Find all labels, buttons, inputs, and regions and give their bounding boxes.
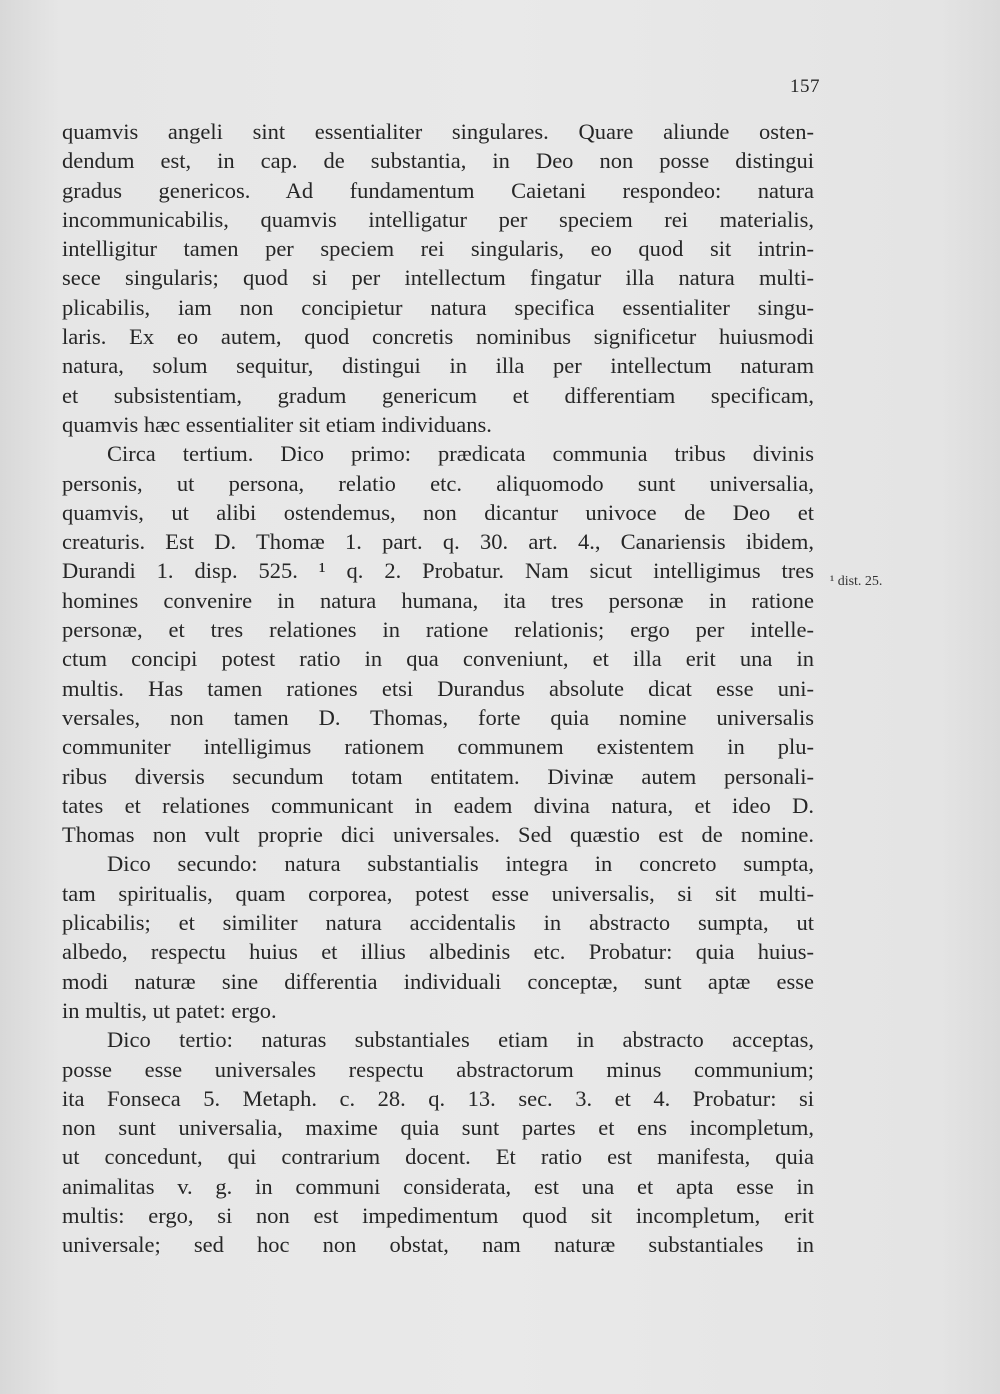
text-line: Durandi 1. disp. 525. ¹ q. 2. Probatur. Nam sicut intelligimus tres: [62, 558, 814, 584]
text-line: in multis, ut patet: ergo.: [62, 997, 277, 1023]
text-line: ita Fonseca 5. Metaph. c. 28. q. 13. sec. 3. et 4. Probatur: si: [62, 1085, 814, 1111]
text-line: natura, solum sequitur, distingui in illa per intellectum naturam: [62, 353, 814, 379]
text-line: Dico secundo: natura substantialis integra in concreto sumpta,: [107, 851, 814, 877]
body-text: [62, 117, 814, 1260]
text-line: communiter intelligimus rationem communem existentem in plu-: [62, 734, 814, 760]
text-line: tam spiritualis, quam corporea, potest esse universalis, si sit multi-: [62, 880, 814, 906]
text-line: sece singularis; quod si per intellectum fingatur illa natura multi-: [62, 265, 814, 291]
text-line: ctum concipi potest ratio in qua conveniunt, et illa erit una in: [62, 646, 814, 672]
text-line: intelligitur tamen per speciem rei singularis, eo quod sit intrin-: [62, 236, 814, 262]
text-line: personæ, et tres relationes in ratione relationis; ergo per intelle-: [62, 617, 814, 643]
page-number: 157: [790, 76, 820, 97]
text-line: incommunicabilis, quamvis intelligatur per speciem rei materialis,: [62, 206, 814, 232]
text-line: tates et relationes communicant in eadem divina natura, et ideo D.: [62, 792, 814, 818]
text-line: multis. Has tamen rationes etsi Durandus absolute dicat esse uni-: [62, 675, 814, 701]
text-line: homines convenire in natura humana, ita tres personæ in ratione: [62, 587, 814, 613]
margin-footnote: ¹ dist. 25.: [830, 574, 883, 589]
text-line: versales, non tamen D. Thomas, forte quia nomine universalis: [62, 704, 814, 730]
text-line: quamvis hæc essentialiter sit etiam individuans.: [62, 411, 492, 437]
text-line: quamvis angeli sint essentialiter singulares. Quare aliunde osten-: [62, 119, 814, 144]
text-line: multis: ergo, si non est impedimentum quod sit incompletum, erit: [62, 1202, 814, 1228]
text-line: Circa tertium. Dico primo: prædicata communia tribus divinis: [107, 441, 814, 467]
text-line: Thomas non vult proprie dici universales. Sed quæstio est de nomine.: [62, 822, 814, 848]
text-line: et subsistentiam, gradum genericum et differentiam specificam,: [62, 382, 814, 408]
text-line: plicabilis; et similiter natura accidentalis in abstracto sumpta, ut: [62, 910, 814, 936]
text-line: non sunt universalia, maxime quia sunt partes et ens incompletum,: [62, 1115, 814, 1141]
text-line: posse esse universales respectu abstractorum minus communium;: [62, 1056, 814, 1082]
text-line: albedo, respectu huius et illius albedinis etc. Probatur: quia huius-: [62, 939, 814, 965]
text-line: animalitas v. g. in communi considerata, est una et apta esse in: [62, 1173, 814, 1199]
text-line: creaturis. Est D. Thomæ 1. part. q. 30. art. 4., Canariensis ibidem,: [62, 529, 814, 555]
text-line: ribus diversis secundum totam entitatem. Divinæ autem personali-: [62, 763, 814, 789]
text-line: modi naturæ sine differentia individuali conceptæ, sunt aptæ esse: [62, 968, 814, 994]
text-line: Dico tertio: naturas substantiales etiam in abstracto acceptas,: [107, 1027, 814, 1053]
text-line: ut concedunt, qui contrarium docent. Et ratio est manifesta, quia: [62, 1144, 814, 1170]
text-line: universale; sed hoc non obstat, nam naturæ substantiales in: [62, 1232, 814, 1258]
text-line: gradus genericos. Ad fundamentum Caietani respondeo: natura: [62, 177, 814, 203]
text-line: dendum est, in cap. de substantia, in Deo non posse distingui: [62, 148, 814, 174]
text-line: laris. Ex eo autem, quod concretis nominibus significetur huiusmodi: [62, 324, 814, 350]
text-line: quamvis, ut alibi ostendemus, non dicantur univoce de Deo et: [62, 499, 814, 525]
text-line: plicabilis, iam non concipietur natura specifica essentialiter singu-: [62, 294, 814, 320]
text-line: personis, ut persona, relatio etc. aliquomodo sunt universalia,: [62, 470, 814, 496]
